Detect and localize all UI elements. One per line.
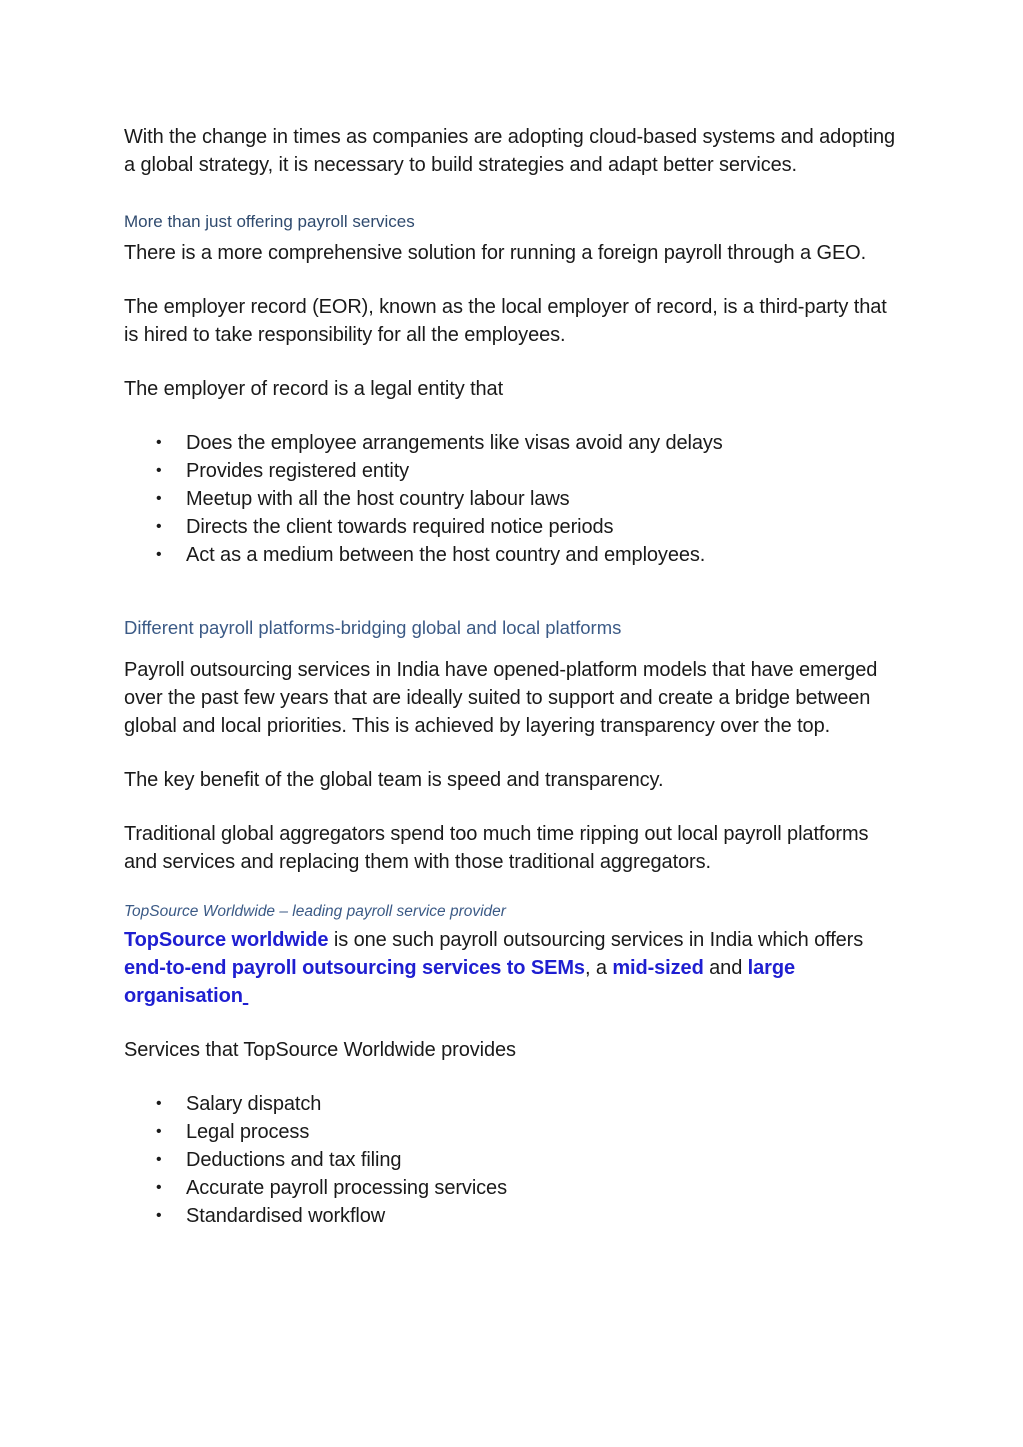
large-organisation-link[interactable]: large organisation: [124, 957, 795, 1007]
list-item: • Legal process: [186, 1118, 904, 1146]
section-heading-topsource: TopSource Worldwide – leading payroll service provider: [124, 903, 506, 920]
paragraph-services-intro: Services that TopSource Worldwide provides: [124, 1039, 516, 1061]
list-item: • Meetup with all the host country labour laws: [186, 485, 904, 513]
list-item: • Accurate payroll processing services: [186, 1174, 904, 1202]
list-item: • Deductions and tax filing: [186, 1146, 904, 1174]
topsource-worldwide-link[interactable]: TopSource worldwide: [124, 929, 329, 951]
list-item: • Does the employee arrangements like visas avoid any delays: [186, 429, 904, 457]
end-to-end-payroll-link[interactable]: end-to-end payroll outsourcing services to SEMs: [124, 957, 585, 979]
paragraph-key-benefit: The key benefit of the global team is speed and transparency.: [124, 769, 664, 791]
paragraph-legal-entity: The employer of record is a legal entity that: [124, 378, 504, 400]
section-heading-payroll-services: More than just offering payroll services: [124, 212, 415, 231]
paragraph-outsourcing-models: Payroll outsourcing services in India have opened-platform models that have emerged over the past few years that are ideally suited to support and create a bridge between global and local priorities. This is achieved by layering transparency over the top.: [124, 659, 878, 737]
link-trailing-underline: [243, 985, 248, 1007]
list-item: • Standardised workflow: [186, 1202, 904, 1230]
list-item: • Act as a medium between the host country and employees.: [186, 541, 904, 569]
mid-sized-link[interactable]: mid-sized: [612, 957, 704, 979]
list-item: • Provides registered entity: [186, 457, 904, 485]
eor-bullet-list: [124, 429, 904, 569]
topsource-text-2: , a: [584, 957, 613, 979]
topsource-text-3: and: [703, 957, 748, 979]
section-heading-payroll-platforms: Different payroll platforms-bridging global and local platforms: [124, 617, 622, 638]
paragraph-comprehensive-solution: There is a more comprehensive solution for running a foreign payroll through a GEO.: [124, 242, 867, 264]
paragraph-employer-record: The employer record (EOR), known as the local employer of record, is a third-party that is hired to take responsibility for all the employees.: [124, 296, 887, 346]
list-item: • Directs the client towards required notice periods: [186, 513, 904, 541]
services-bullet-list: [124, 1090, 904, 1230]
list-item: • Salary dispatch: [186, 1090, 904, 1118]
paragraph-topsource: [124, 926, 904, 1010]
paragraph-traditional-aggregators: Traditional global aggregators spend too much time ripping out local payroll platforms and services and replacing them with those traditional aggregators.: [124, 823, 869, 873]
intro-paragraph: With the change in times as companies are adopting cloud-based systems and adopting a global strategy, it is necessary to build strategies and adapt better services.: [124, 126, 896, 176]
topsource-text-1: is one such payroll outsourcing services in India which offers: [328, 929, 864, 951]
document-page: [124, 123, 904, 1230]
